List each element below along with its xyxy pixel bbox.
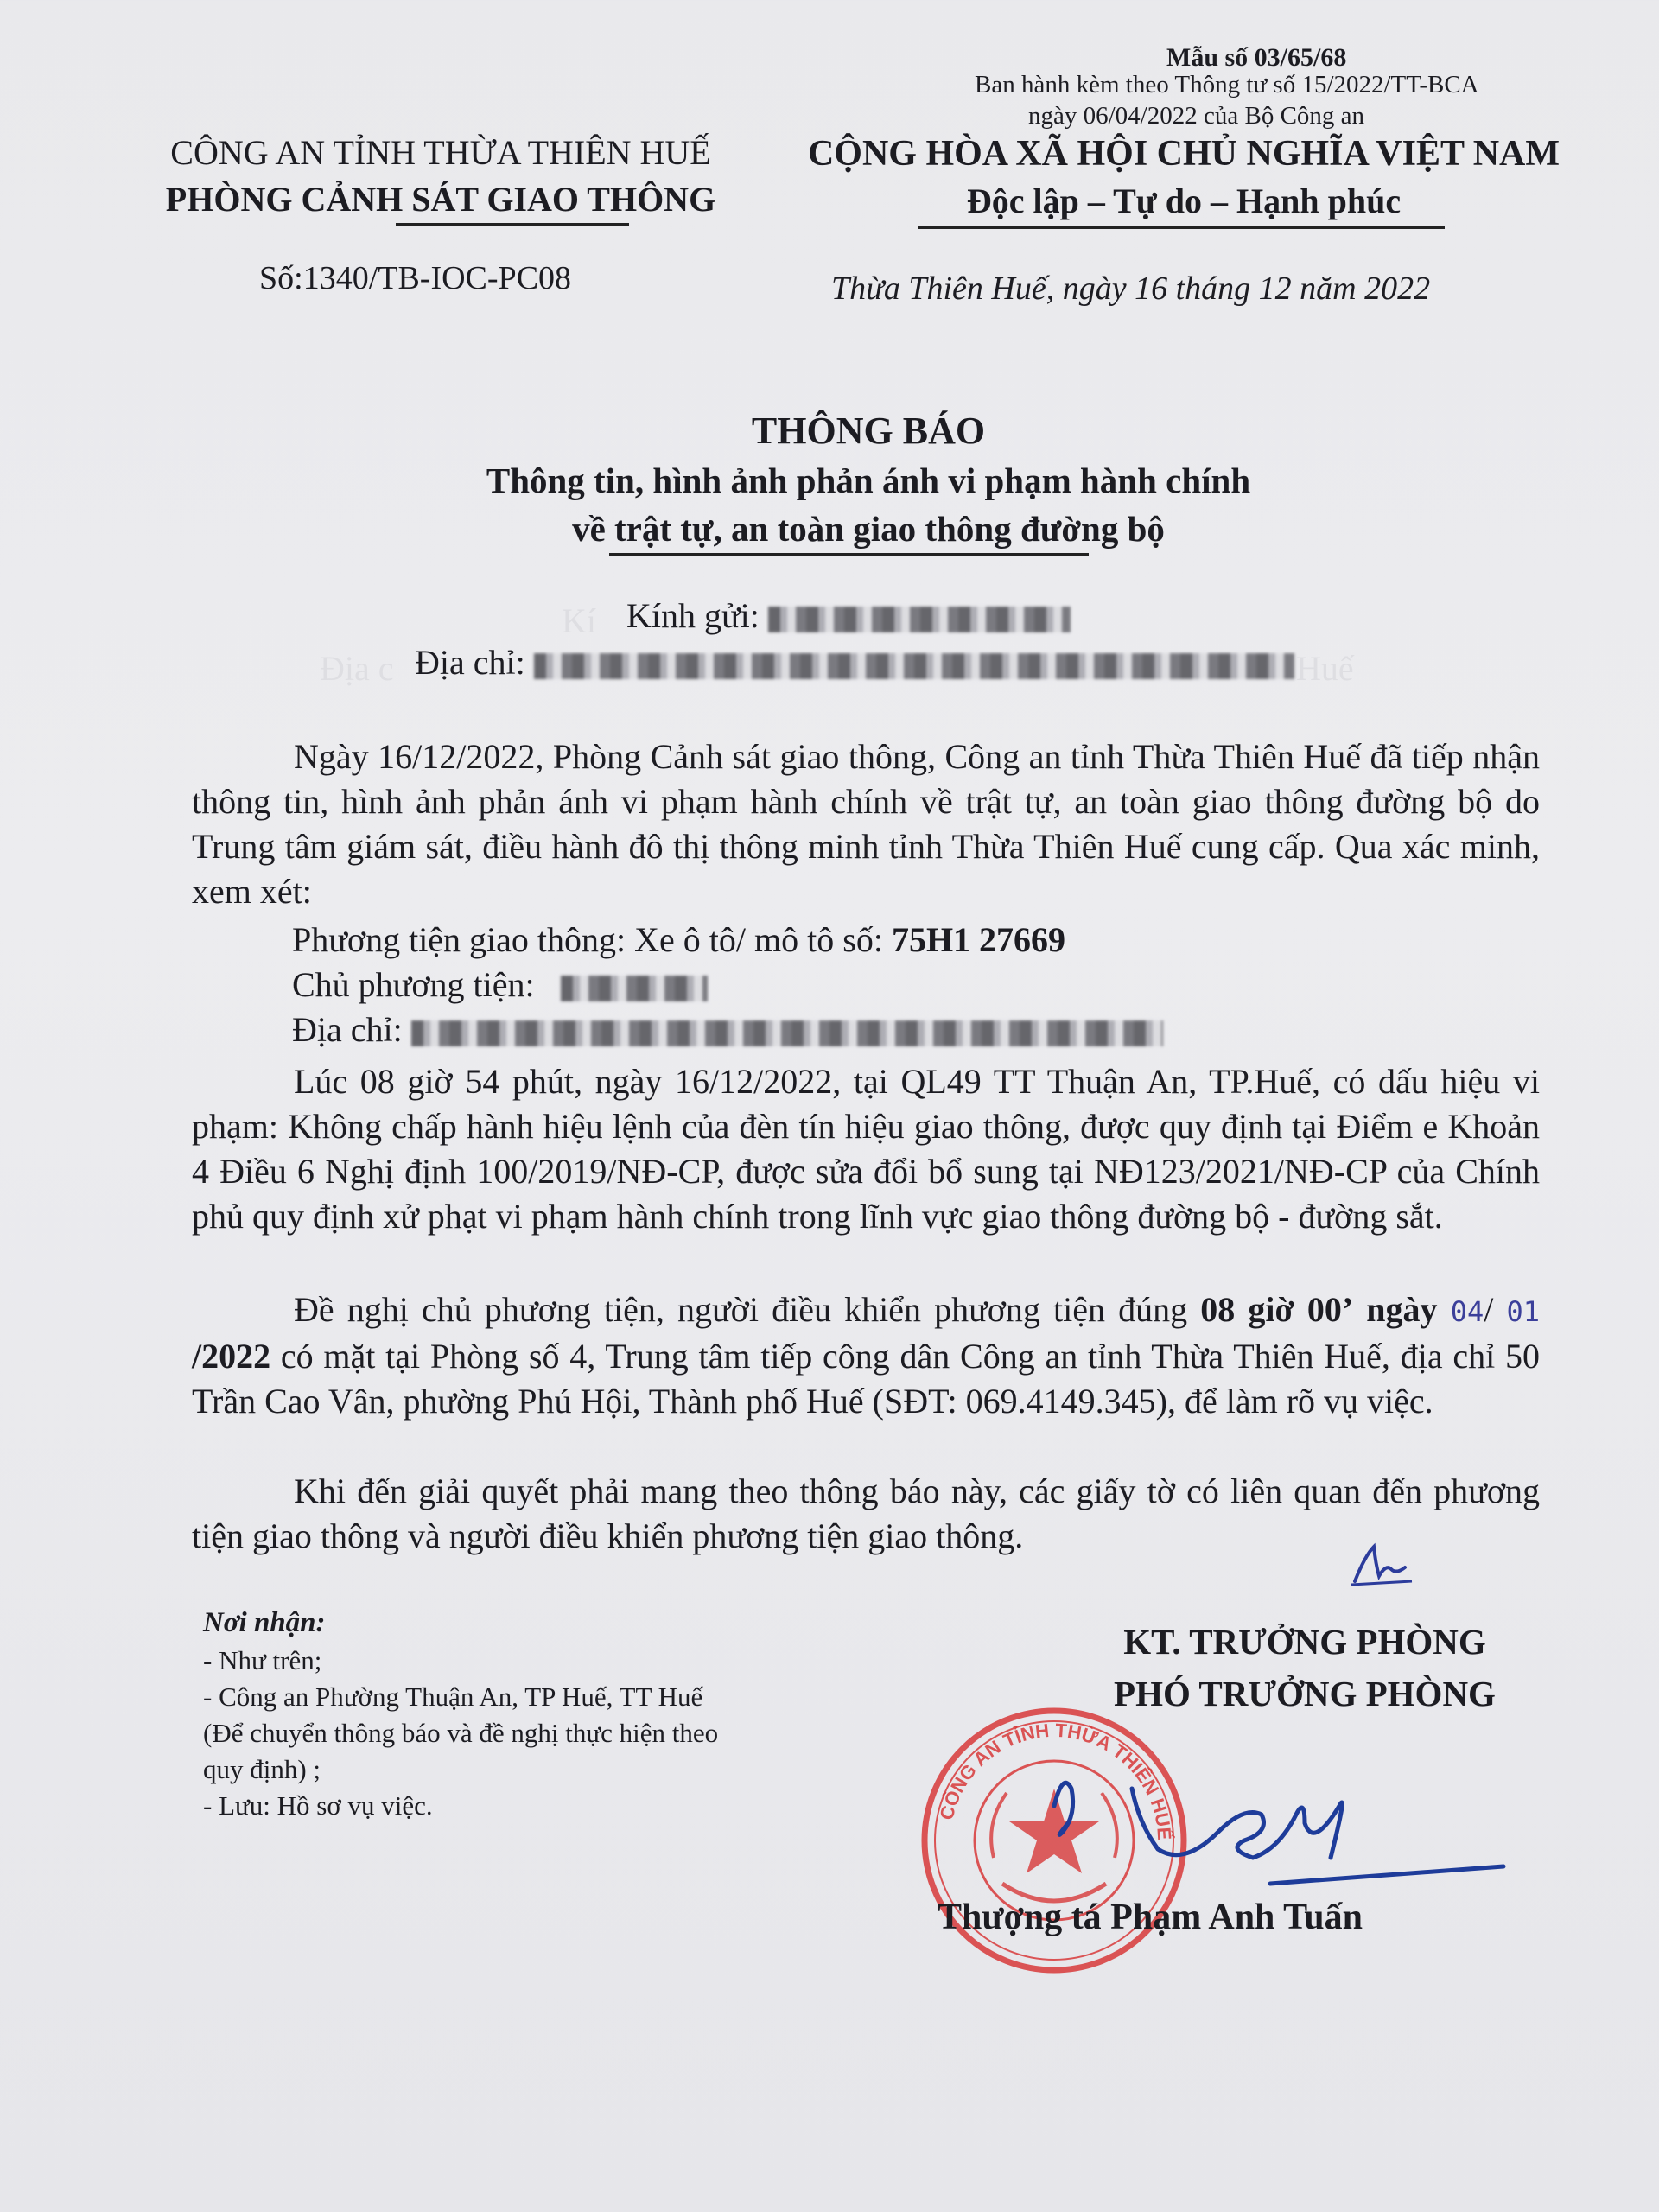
doc-subtitle-line2: về trật tự, an toàn giao thông đường bộ — [572, 509, 1165, 549]
recipient-to — [626, 593, 1071, 639]
p3-rest: có mặt tại Phòng số 4, Trung tâm tiếp công dân Công an tỉnh Thừa Thiên Huế, địa chỉ 50 Trần Cao Vân, phường Phú Hội, Thành phố Huế (SĐT: 069.4149.345), để làm rõ vụ việc. — [192, 1337, 1540, 1421]
handwritten-month: 01 — [1506, 1295, 1540, 1328]
redacted-owner — [561, 976, 708, 1001]
country-block — [778, 130, 1590, 225]
doc-title: THÔNG BÁO — [751, 410, 986, 452]
agency-parent: CÔNG AN TỈNH THỪA THIÊN HUẾ — [170, 133, 711, 172]
stamp-text: CÔNG AN TỈNH THỪA THIÊN HUẾ — [935, 1719, 1176, 1841]
title-underline — [609, 553, 1089, 556]
recipient-to-label: Kính gửi: — [626, 596, 760, 635]
doc-subtitle-line1: Thông tin, hình ảnh phản ánh vi phạm hành chính — [486, 461, 1251, 500]
owner-address-line — [292, 1007, 1163, 1052]
owner-label: Chủ phương tiện: — [292, 965, 535, 1004]
doc-number: Số:1340/TB-IOC-PC08 — [259, 260, 572, 296]
p3-start: Đề nghị chủ phương tiện, người điều khiển phương tiện đúng — [294, 1290, 1201, 1329]
motto-underline — [918, 226, 1445, 229]
redacted-owner-address — [411, 1020, 1163, 1046]
signer-title1: KT. TRƯỞNG PHÒNG — [1123, 1622, 1486, 1662]
country-name: CỘNG HÒA XÃ HỘI CHỦ NGHĨA VIỆT NAM — [807, 134, 1560, 174]
title-block — [0, 406, 1659, 553]
motto: Độc lập – Tự do – Hạnh phúc — [966, 181, 1402, 220]
vehicle-plate: 75H1 27669 — [891, 920, 1066, 959]
paragraph-3: Đề nghị chủ phương tiện, người điều khiển phương tiện đúng 08 giờ 00’ ngày 04/ 01 /2022 có mặt tại Phòng số 4, Trung tâm tiếp công dân Công an tỉnh Thừa Thiên Huế, địa chỉ 50 Trần Cao Vân, phường Phú Hội, Thành phố Huế (SĐT: 069.4149.345), để làm rõ vụ việc. — [192, 1290, 1540, 1421]
recipient-address-label: Địa chỉ: — [415, 643, 525, 682]
paragraph-2: Lúc 08 giờ 54 phút, ngày 16/12/2022, tại QL49 TT Thuận An, TP.Huế, có dấu hiệu vi phạm: Không chấp hành hiệu lệnh của đèn tín hiệu giao thông, được quy định tại Điểm e Khoản 4 Điều 6 Nghị định 100/2019/NĐ-CP, được sửa đổi bổ sung tại NĐ123/2021/NĐ-CP của Chính phủ quy định xử phạt vi phạm hành chính trong lĩnh vực giao thông đường bộ - đường sắt. — [192, 1062, 1540, 1236]
appointment-time: 08 giờ 00’ — [1200, 1290, 1354, 1329]
redacted-name — [768, 607, 1071, 632]
recipient-item: - Như trên; — [203, 1645, 322, 1675]
vehicle-line — [292, 918, 1065, 963]
handwritten-day: 04 — [1450, 1295, 1484, 1328]
recipient-address — [415, 639, 1294, 686]
document-page: Kí Địa c Huế Mẫu số 03/65/68 Ban hành kèm theo Thông tư số 15/2022/TT-BCA ngày 06/04/2022 của Bộ Công an CÔNG AN TỈNH THỪA THIÊN HUẾ PHÒNG CẢNH SÁT GIAO THÔNG CỘNG HÒA XÃ HỘI CHỦ NGHĨA VIỆT NAM Độc lập – Tự do – Hạnh phúc Số:1340/TB-IOC-PC08 Thừa Thiên Huế, ngày 16 tháng 12 năm 2022 THÔNG BÁO Thông tin, hình ảnh phản ánh vi phạm hành chính về trật tự, an toàn giao thông đường bộ Kính gửi: Địa chỉ: Ngày 16/12/2022, Phòng Cảnh sát giao thông, Công an tỉnh Thừa Thiên Huế đã tiếp nhận thông tin, hình ảnh phản ánh vi phạm hành chính về trật tự, an toàn giao thông đường bộ do Trung tâm giám sát, điều hành đô thị thông minh tỉnh Thừa Thiên Huế cung cấp. Qua xác minh, xem xét: Phương tiện giao thông: Xe ô tô/ mô tô số: 75H1 27669 Chủ phương tiện: Địa chỉ: Lúc 08 giờ 54 phút, ngày 16/12/2022, tại QL49 TT Thuận An, TP.Huế, có dấu hiệu vi phạm: Không chấp hành hiệu lệnh của đèn tín hiệu giao thông, được quy định tại Điểm e Khoản 4 Điều 6 Nghị định 100/2019/NĐ-CP, được sửa đổi bổ sung tại NĐ123/2021/NĐ-CP của Chính phủ quy định xử phạt vi phạm hành chính trong lĩnh vực giao thông đường bộ - đường sắt. Đề nghị chủ phương tiện, người điều khiển phương tiện đúng 08 giờ 00’ ngày 04/ 01 /2022 có mặt tại Phòng số 4, Trung tâm tiếp công dân Công an tỉnh Thừa Thiên Huế, địa chỉ 50 Trần Cao Vân, phường Phú Hội, Thành phố Huế (SĐT: 069.4149.345), để làm rõ vụ việc. Khi đến giải quyết phải mang theo thông báo này, các giấy tờ có liên quan đến phương tiện giao thông và người điều khiển phương tiện giao thông. Nơi nhận: - Như trên; - Công an Phường Thuận An, TP Huế, TT Huế (Để chuyển thông báo và đề nghị thực hiện theo quy định) ; - Lưu: Hồ sơ vụ việc. KT. TRƯỞNG PHÒNG PHÓ TRƯỞNG PHÒNG CÔNG AN TỈNH THỪA THIÊN HUẾ Thượng tá Phạm Anh Tuấn — [0, 0, 1659, 2212]
form-issued-line1: Ban hành kèm theo Thông tư số 15/2022/TT-BCA — [975, 71, 1479, 99]
agency-underline — [396, 223, 629, 226]
signer-name: Thượng tá Phạm Anh Tuấn — [938, 1897, 1363, 1937]
form-issued-line2: ngày 06/04/2022 của Bộ Công an — [1028, 102, 1365, 130]
owner-line — [292, 963, 708, 1007]
recipients-title: Nơi nhận: — [203, 1607, 326, 1638]
recipients-block — [203, 1603, 860, 1824]
recipient-item: (Để chuyển thông báo và đề nghị thực hiện theo — [203, 1718, 719, 1748]
recipient-item: - Công an Phường Thuận An, TP Huế, TT Huế — [203, 1681, 703, 1712]
p3-day-label: ngày — [1366, 1290, 1451, 1329]
agency-name: PHÒNG CẢNH SÁT GIAO THÔNG — [165, 180, 716, 219]
vehicle-label: Phương tiện giao thông: Xe ô tô/ mô tô số: — [292, 920, 892, 959]
paragraph-1: Ngày 16/12/2022, Phòng Cảnh sát giao thông, Công an tỉnh Thừa Thiên Huế đã tiếp nhận thông tin, hình ảnh phản ánh vi phạm hành chính về trật tự, an toàn giao thông đường bộ do Trung tâm giám sát, điều hành đô thị thông minh tỉnh Thừa Thiên Huế cung cấp. Qua xác minh, xem xét: — [192, 737, 1540, 911]
redacted-address — [534, 653, 1294, 679]
agency-block — [130, 130, 752, 223]
initial-mark-icon — [1348, 1538, 1417, 1590]
paragraph-4: Khi đến giải quyết phải mang theo thông báo này, các giấy tờ có liên quan đến phương tiện giao thông và người điều khiển phương tiện giao thông. — [192, 1471, 1540, 1555]
recipient-item: quy định) ; — [203, 1754, 321, 1784]
doc-date: Thừa Thiên Huế, ngày 16 tháng 12 năm 2022 — [831, 270, 1431, 307]
recipient-item: - Lưu: Hồ sơ vụ việc. — [203, 1790, 433, 1821]
appointment-year: /2022 — [192, 1337, 271, 1376]
owner-address-label: Địa chỉ: — [292, 1010, 403, 1049]
signer-title2: PHÓ TRƯỞNG PHÒNG — [1114, 1674, 1496, 1713]
form-number: Mẫu số 03/65/68 — [1166, 43, 1347, 72]
